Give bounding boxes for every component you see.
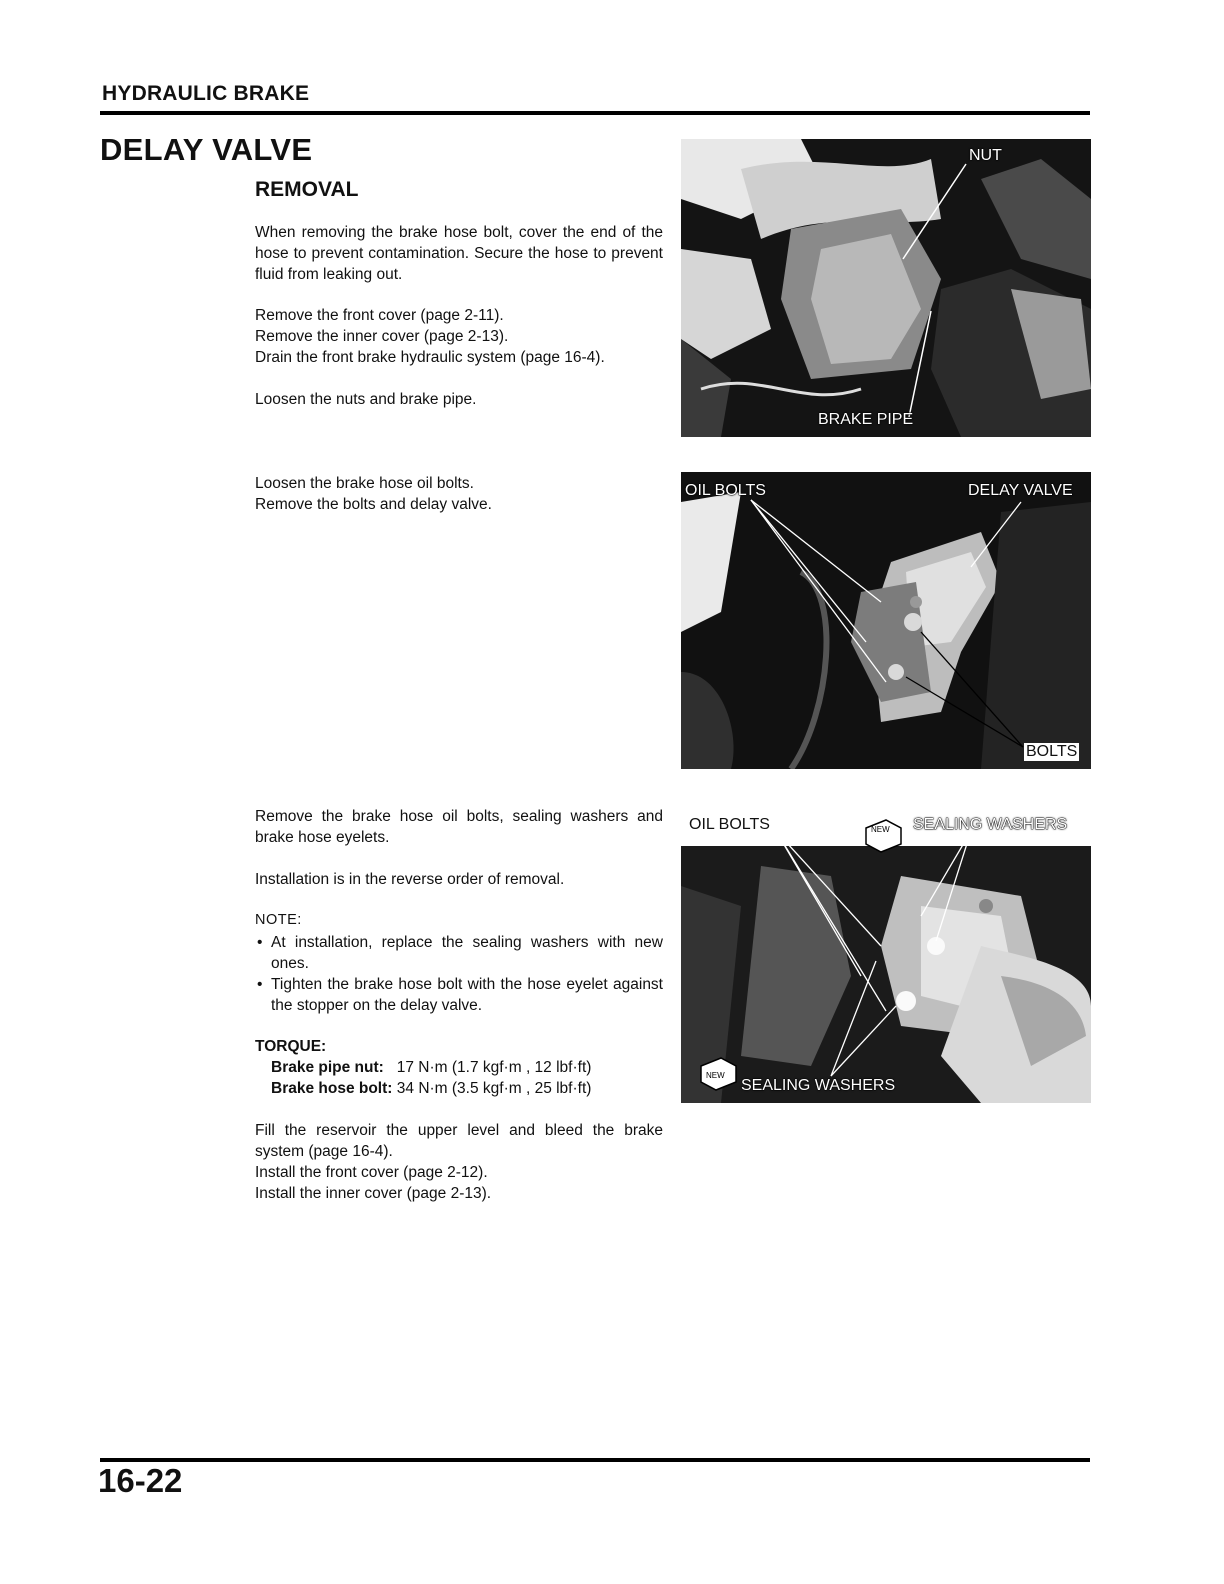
note-block	[255, 932, 663, 1016]
photo-sealing-washers	[681, 806, 1091, 1103]
step1-line: Remove the inner cover (page 2-13).	[255, 328, 509, 345]
label-sealing-washers-bottom: SEALING WASHERS	[741, 1077, 896, 1094]
note-label: NOTE:	[255, 912, 302, 928]
label-oil-bolts: OIL BOLTS	[685, 482, 766, 499]
new-badge-icon: NEW	[871, 825, 890, 834]
step1-line: Drain the front brake hydraulic system (page 16-4).	[255, 349, 605, 366]
torque-row	[255, 1057, 663, 1078]
label-oil-bolts-3: OIL BOLTS	[689, 816, 770, 833]
photo-oil-bolts-delay-valve	[681, 472, 1091, 769]
label-brake-pipe: BRAKE PIPE	[818, 411, 914, 428]
step3-remove: Remove the brake hose oil bolts, sealing washers and brake hose eyelets.	[255, 808, 663, 846]
subsection-title: REMOVAL	[255, 178, 359, 201]
final-line: Install the inner cover (page 2-13).	[255, 1185, 492, 1202]
top-rule	[100, 111, 1090, 115]
step2-instructions	[255, 473, 663, 515]
torque-value: 34 N·m (3.5 kgf·m , 25 lbf·ft)	[396, 1080, 592, 1097]
note-item: • Tighten the brake hose bolt with the hose eyelet against the stopper on the delay valve.	[255, 974, 663, 1016]
step1-loosen: Loosen the nuts and brake pipe.	[255, 391, 477, 408]
torque-row	[255, 1078, 663, 1099]
label-delay-valve: DELAY VALVE	[968, 482, 1073, 499]
page-number: 16-22	[98, 1462, 183, 1499]
step1-instructions	[255, 305, 663, 368]
torque-value: 17 N·m (1.7 kgf·m , 12 lbf·ft)	[396, 1059, 592, 1076]
step3-install: Installation is in the reverse order of removal.	[255, 871, 565, 888]
step1-intro: When removing the brake hose bolt, cover the end of the hose to prevent contamination. Secure the hose to prevent fluid from leaking out.	[255, 224, 663, 283]
step1-line: Remove the front cover (page 2-11).	[255, 307, 504, 324]
torque-block	[255, 1036, 663, 1099]
label-nut: NUT	[969, 147, 1002, 164]
torque-name: Brake pipe nut:	[271, 1059, 384, 1076]
note-item: • At installation, replace the sealing washers with new ones.	[255, 932, 663, 974]
label-sealing-washers-top: SEALING WASHERS	[913, 816, 1068, 833]
final-instructions	[255, 1162, 663, 1204]
final-intro: Fill the reservoir the upper level and bleed the brake system (page 16-4).	[255, 1122, 663, 1160]
step2-line: Remove the bolts and delay valve.	[255, 496, 492, 513]
page-title: DELAY VALVE	[100, 132, 313, 167]
label-bolts: BOLTS	[1026, 743, 1078, 760]
bottom-rule	[100, 1458, 1090, 1462]
new-badge-icon: NEW	[706, 1071, 725, 1080]
final-line: Install the front cover (page 2-12).	[255, 1164, 488, 1181]
step2-line: Loosen the brake hose oil bolts.	[255, 475, 474, 492]
section-header: HYDRAULIC BRAKE	[102, 82, 310, 105]
torque-label: TORQUE:	[255, 1038, 327, 1055]
photo-nut-brake-pipe	[681, 139, 1091, 437]
torque-name: Brake hose bolt:	[271, 1080, 393, 1097]
